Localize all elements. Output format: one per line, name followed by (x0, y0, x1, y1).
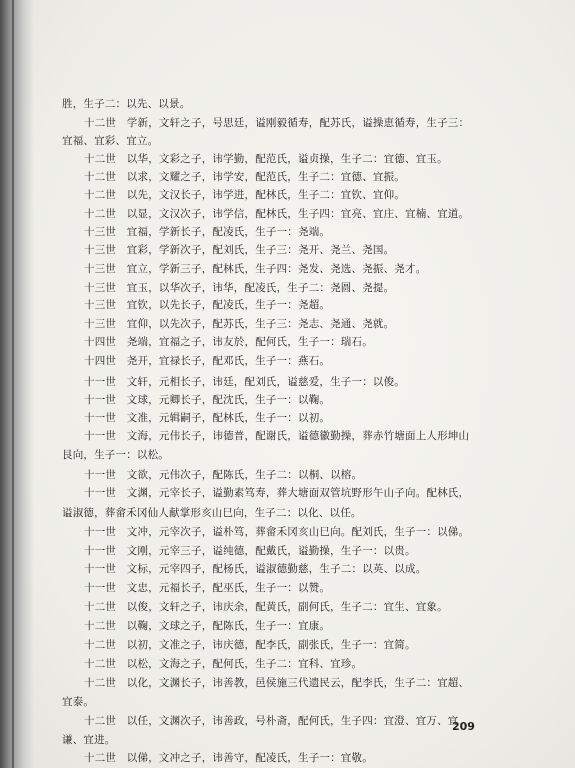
text-line: 十四世 尧端，宜福之子，讳友於，配何氏，生子一：瑞石。 (84, 336, 373, 348)
text-line: 十三世 宜立，学新三子，配林氏，生子四：尧发、尧选、尧振、尧才。 (84, 263, 427, 275)
text-line: 十一世 文海，元伟长子，讳德普，配谢氏，谥德徽勤操，葬赤竹塘面上人形坤山 (84, 430, 470, 442)
text-line: 十二世 以俊，文轩之子，讳庆余，配黄氏，副何氏，生子二：宜生、宜象。 (84, 601, 448, 613)
text-line: 艮向，生子一：以松。 (62, 449, 169, 461)
text-line: 十二世 以先，文汉长子，讳学进，配林氏，生子二：宜钦、宜仰。 (84, 189, 405, 201)
text-line: 十一世 文忠，元福长子，配巫氏，生子一：以赞。 (84, 582, 331, 594)
text-line: 十三世 宜玉，以华次子，讳华，配凌氏，生子二：尧圆、尧提。 (84, 282, 395, 294)
text-line: 十四世 尧开，宜禄长子，配邓氏，生子一：燕石。 (84, 355, 331, 367)
text-line: 十二世 学新，文轩之子，号思廷，谥刚毅循寿，配苏氏，谥操恵循寿，生子三： (84, 117, 470, 129)
text-line: 十一世 文欲，元伟次子，配陈氏，生子二：以桐、以榕。 (84, 469, 363, 481)
text-line: 十三世 宜彩，学新次子，配刘氏，生子三：尧开、尧兰、尧国。 (84, 244, 395, 256)
text-line: 十二世 以任，文渊次子，讳善政，号朴斋，配何氏，生子四：宜澄、宜万、宜 (84, 715, 459, 727)
text-line: 十二世 以鞠，文球之子，配陈氏，生子一：宜康。 (84, 620, 331, 632)
page-number: 209 (452, 720, 475, 733)
text-line: 十三世 宜仰，以先次子，配苏氏，生子三：尧志、尧通、尧就。 (84, 318, 395, 330)
text-line: 谦、宜进。 (62, 734, 116, 746)
text-line: 十一世 文轩，元相长子，讳廷，配刘氏，谥慈爱，生子一：以俊。 (84, 376, 405, 388)
text-line: 十二世 以显，文汉次子，讳学信，配林氏，生子四：宜亮、宜庄、宜楠、宜道。 (84, 208, 470, 220)
text-line: 十一世 文渊，元宰长子，谥勤素笃寿，葬大塘面双管坑野形午山子向。配林氏， (84, 487, 470, 499)
text-line: 十三世 宜福，学新长子，配凌氏，生子一：尧端。 (84, 226, 331, 238)
text-line: 十二世 以求，文耀之子，讳学安，配范氏，生子二：宜德、宜振。 (84, 171, 405, 183)
text-line: 十一世 文球，元卿长子，配沈氏，生子一：以鞠。 (84, 394, 331, 406)
text-line: 胜，生子二：以先、以景。 (62, 98, 191, 110)
text-line: 十二世 以化，文渊长子，讳善教，邑侯施三代遗民云，配李氏，生子二：宜超、 (84, 677, 470, 689)
text-line: 谥淑德，葬畲禾冈仙人献掌形亥山巳向，生子二：以化、以任。 (62, 507, 362, 519)
text-line: 十一世 文刚，元宰三子，谥纯德，配戴氏，谥勤操，生子一：以贵。 (84, 545, 416, 557)
text-line: 十二世 以初，文准之子，讳庆德，配李氏，副张氏，生子一：宜简。 (84, 639, 416, 651)
text-line: 十一世 文冲，元宰次子，谥朴笃，葬畲禾冈亥山巳向。配刘氏，生子一：以俤。 (84, 526, 470, 538)
text-line: 十二世 以俤，文冲之子，讳善守，配凌氏，生子一：宜敬。 (84, 752, 373, 764)
text-line: 十一世 文标，元宰四子，配杨氏，谥淑德勤慈，生子二：以英、以成。 (84, 563, 427, 575)
text-line: 十二世 以松，文海之子，配何氏，生子二：宜科、宜珍。 (84, 658, 363, 670)
text-line: 十二世 以华，文彩之子，讳学勤，配范氏，谥贞操，生子二：宜德、宜玉。 (84, 153, 448, 165)
text-line: 宜泰。 (62, 696, 95, 708)
text-line: 十一世 文准，元辑嗣子，配林氏，生子一：以初。 (84, 412, 331, 424)
text-line: 宜福、宜彩、宜立。 (62, 135, 159, 147)
text-line: 十三世 宜钦，以先长子，配凌氏，生子一：尧超。 (84, 299, 331, 311)
